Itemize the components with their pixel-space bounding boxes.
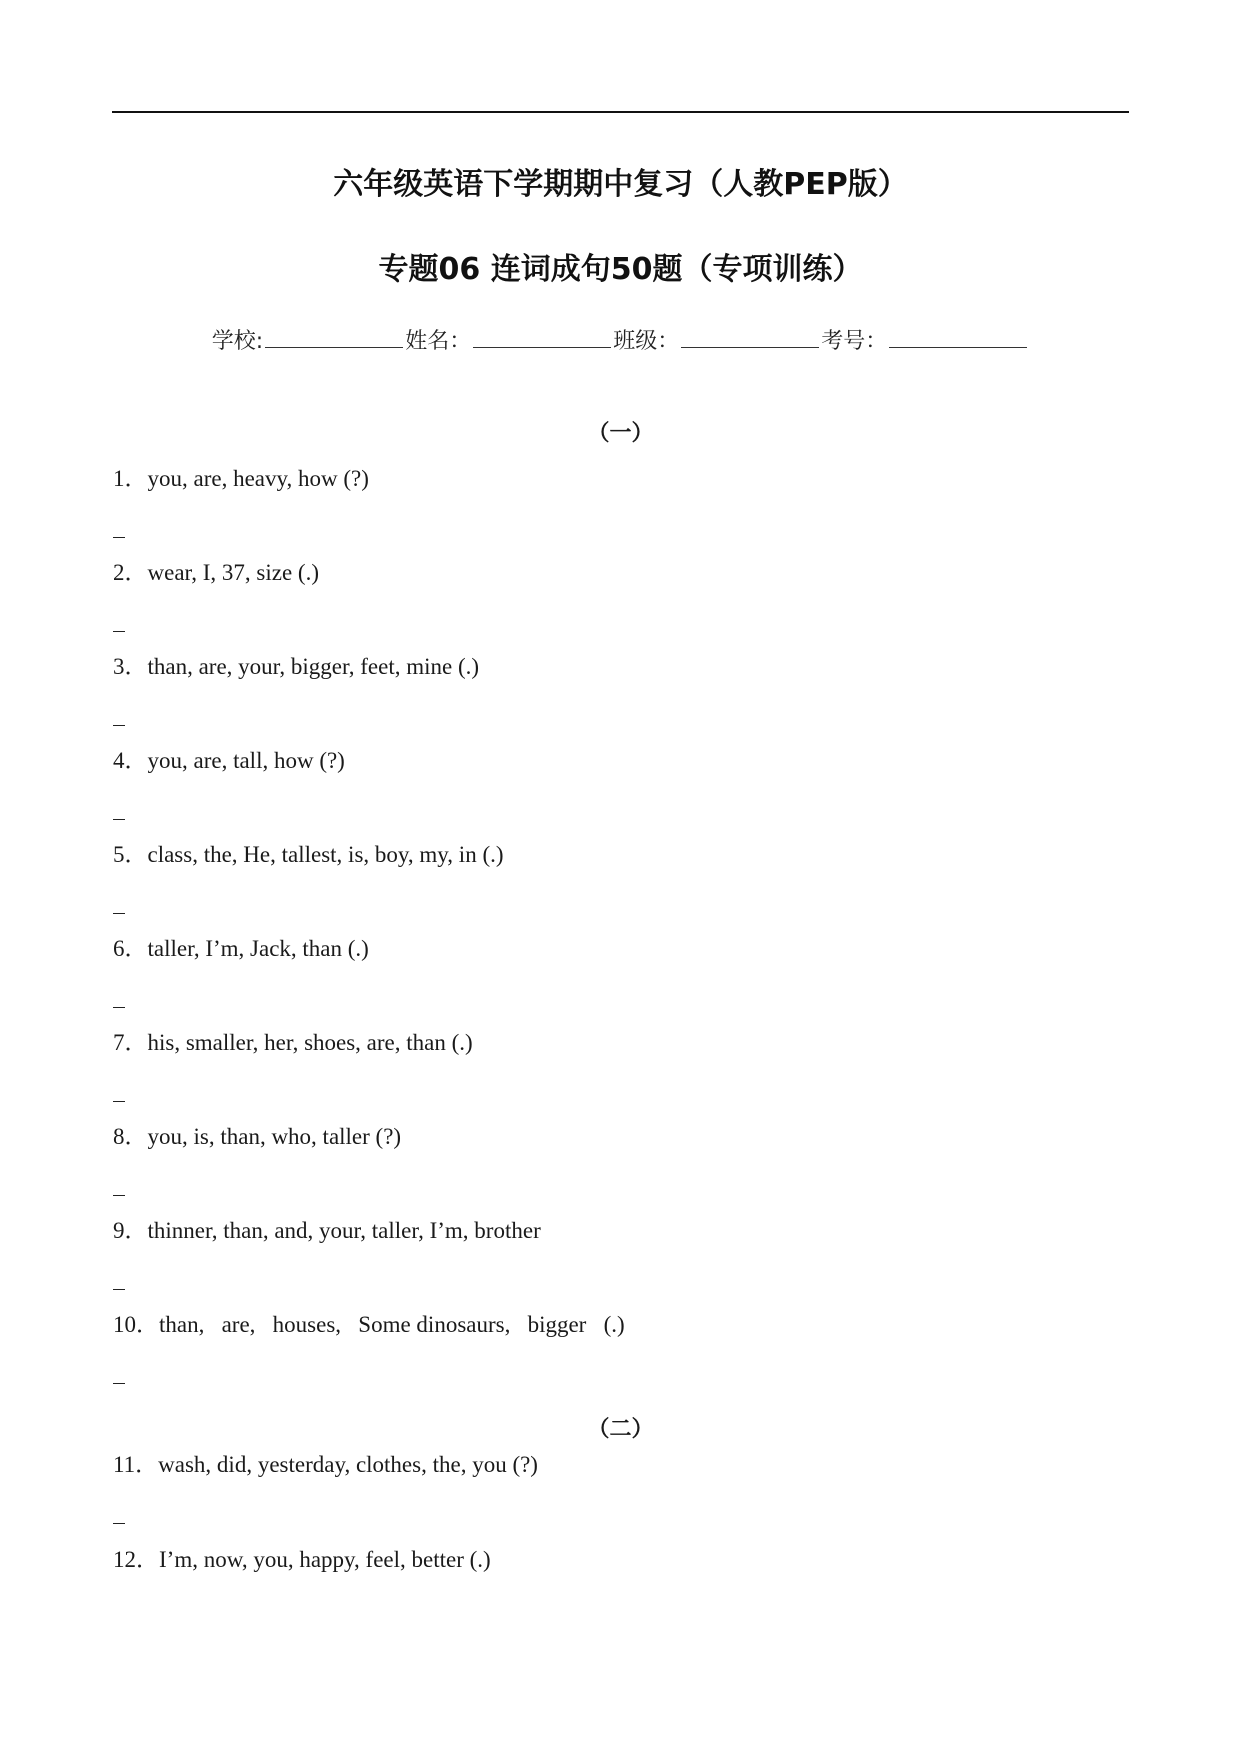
top-rule xyxy=(112,111,1129,113)
answer-line-7[interactable] xyxy=(113,1101,125,1102)
question-number: 2． xyxy=(113,560,148,585)
question-text: you, is, than, who, taller (?) xyxy=(147,1124,402,1149)
answer-line-4[interactable] xyxy=(113,819,125,820)
question-6 xyxy=(113,934,369,964)
page-title: 六年级英语下学期期中复习（人教PEP版） xyxy=(333,167,908,202)
question-1 xyxy=(113,464,369,494)
question-number: 8． xyxy=(113,1124,148,1149)
class-label: 班级： xyxy=(613,329,680,354)
question-number: 9． xyxy=(113,1218,148,1243)
class-blank[interactable] xyxy=(681,325,819,348)
question-text: his, smaller, her, shoes, are, than (.) xyxy=(147,1030,473,1055)
question-text: than, are, your, bigger, feet, mine (.) xyxy=(147,654,480,679)
exam-number-label: 考号： xyxy=(821,329,888,354)
student-info-line xyxy=(0,325,1241,357)
question-number: 10． xyxy=(113,1312,159,1337)
question-number: 7． xyxy=(113,1030,148,1055)
name-blank[interactable] xyxy=(473,325,611,348)
question-text: than, are, houses, Some dinosaurs, bigger (.) xyxy=(159,1312,625,1337)
question-number: 6． xyxy=(113,936,148,961)
question-5 xyxy=(113,840,504,870)
answer-line-11[interactable] xyxy=(113,1523,125,1524)
name-label: 姓名： xyxy=(405,329,472,354)
question-number: 1． xyxy=(113,466,148,491)
page-subtitle: 专题06 连词成句50题（专项训练） xyxy=(378,252,863,287)
question-text: class, the, He, tallest, is, boy, my, in (.) xyxy=(147,842,504,867)
section-heading-1: （一） xyxy=(587,421,654,446)
question-text: you, are, heavy, how (?) xyxy=(147,466,369,491)
answer-line-1[interactable] xyxy=(113,537,125,538)
answer-line-10[interactable] xyxy=(113,1383,125,1384)
school-label: 学校: xyxy=(211,329,264,354)
question-8 xyxy=(113,1122,401,1152)
question-number: 5． xyxy=(113,842,148,867)
answer-line-8[interactable] xyxy=(113,1195,125,1196)
question-3 xyxy=(113,652,479,682)
question-10 xyxy=(113,1310,625,1340)
school-blank[interactable] xyxy=(265,325,403,348)
question-number: 11． xyxy=(113,1452,159,1477)
question-text: I’m, now, you, happy, feel, better (.) xyxy=(159,1547,491,1572)
answer-line-5[interactable] xyxy=(113,913,125,914)
question-2 xyxy=(113,558,319,588)
question-7 xyxy=(113,1028,473,1058)
question-text: wear, I, 37, size (.) xyxy=(147,560,320,585)
answer-line-3[interactable] xyxy=(113,725,125,726)
question-number: 4． xyxy=(113,748,148,773)
question-text: taller, I’m, Jack, than (.) xyxy=(147,936,369,961)
question-11 xyxy=(113,1450,538,1480)
question-12 xyxy=(113,1545,491,1575)
question-text: you, are, tall, how (?) xyxy=(147,748,345,773)
answer-line-2[interactable] xyxy=(113,631,125,632)
question-number: 3． xyxy=(113,654,148,679)
question-text: thinner, than, and, your, taller, I’m, brother xyxy=(147,1218,541,1243)
question-9 xyxy=(113,1216,541,1246)
question-text: wash, did, yesterday, clothes, the, you (?) xyxy=(158,1452,538,1477)
question-number: 12． xyxy=(113,1547,159,1572)
answer-line-6[interactable] xyxy=(113,1007,125,1008)
exam-number-blank[interactable] xyxy=(889,325,1027,348)
section-heading-2: （二） xyxy=(587,1417,654,1442)
answer-line-9[interactable] xyxy=(113,1289,125,1290)
question-4 xyxy=(113,746,345,776)
